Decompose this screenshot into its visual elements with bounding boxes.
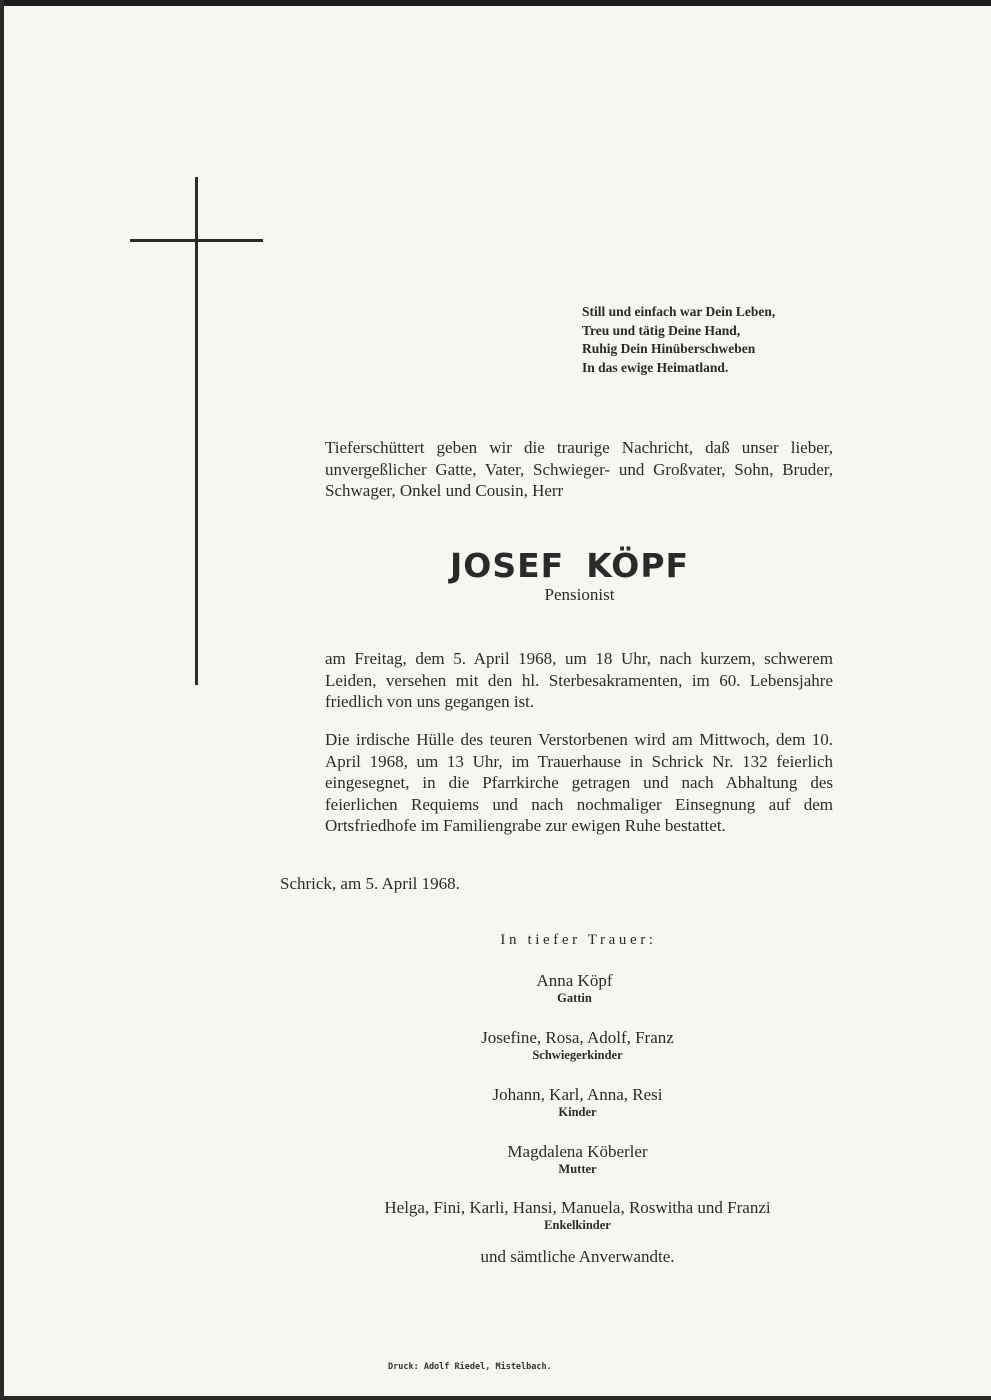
mourner-names: Josefine, Rosa, Adolf, Franz bbox=[481, 1028, 674, 1047]
cross-horizontal-bar bbox=[130, 239, 263, 242]
mourner-relation: Gattin bbox=[557, 991, 592, 1005]
page-border-left bbox=[0, 0, 4, 1400]
cross-vertical-bar bbox=[195, 177, 198, 685]
mourning-heading: In tiefer Trauer: bbox=[500, 932, 657, 948]
mourner-group-mother bbox=[0, 1141, 991, 1177]
funeral-notice-paragraph: Die irdische Hülle des teuren Verstorbenen wird am Mittwoch, dem 10. April 1968, um 13 Uhr, im Trauerhause in Schrick Nr. 132 feierlich eingesegnet, in die Pfarrkirche getragen und nach Abhaltung des feierlichen Requiems und nach nochmaliger Einsegnung auf dem Ortsfriedhofe im Familiengrabe zur ewigen Ruhe bestattet. bbox=[325, 730, 833, 835]
mourner-names: Helga, Fini, Karli, Hansi, Manuela, Roswitha und Franzi bbox=[384, 1198, 771, 1217]
mourner-group-spouse bbox=[0, 970, 991, 1006]
mourner-relation: Schwiegerkinder bbox=[532, 1048, 623, 1062]
poem-line: Ruhig Dein Hinüberschweben bbox=[582, 341, 756, 356]
poem-line: In das ewige Heimatland. bbox=[582, 359, 729, 375]
deceased-last-name: KÖPF bbox=[586, 546, 690, 585]
intro-paragraph: Tieferschüttert geben wir die traurige Nachricht, daß unser lieber, unvergeßlicher Gatte, Vater, Schwieger- und Großvater, Sohn, Bruder, Schwager, Onkel und Cousin, Herr bbox=[325, 438, 833, 500]
printer-imprint: Druck: Adolf Riedel, Mistelbach. bbox=[388, 1362, 552, 1372]
mourner-relation: Kinder bbox=[558, 1105, 597, 1119]
mourner-names: Johann, Karl, Anna, Resi bbox=[492, 1085, 663, 1104]
page-border-top bbox=[0, 0, 991, 6]
mourner-names: Magdalena Köberler bbox=[507, 1142, 648, 1161]
mourner-group-children-in-law bbox=[0, 1027, 991, 1063]
mourner-group-grandchildren bbox=[0, 1197, 991, 1233]
mourner-relation: Enkelkinder bbox=[544, 1218, 611, 1232]
poem-line: Treu und tätig Deine Hand, bbox=[582, 322, 741, 338]
mourner-names: Anna Köpf bbox=[536, 971, 613, 990]
poem-line: Still und einfach war Dein Leben, bbox=[582, 304, 776, 319]
mourner-relation: Mutter bbox=[558, 1162, 597, 1176]
closing-line: und sämtliche Anverwandte. bbox=[480, 1247, 675, 1266]
deceased-name bbox=[450, 546, 689, 585]
death-notice-paragraph: am Freitag, dem 5. April 1968, um 18 Uhr, nach kurzem, schwerem Leiden, versehen mit den hl. Sterbesakramenten, im 60. Lebensjahre friedlich von uns gegangen ist. bbox=[325, 649, 833, 711]
deceased-occupation: Pensionist bbox=[544, 585, 615, 604]
deceased-first-name: JOSEF bbox=[450, 546, 565, 585]
mourner-group-children bbox=[0, 1084, 991, 1120]
place-and-date: Schrick, am 5. April 1968. bbox=[280, 874, 460, 893]
poem-verse bbox=[582, 303, 775, 377]
page-border-bottom bbox=[0, 1396, 991, 1400]
